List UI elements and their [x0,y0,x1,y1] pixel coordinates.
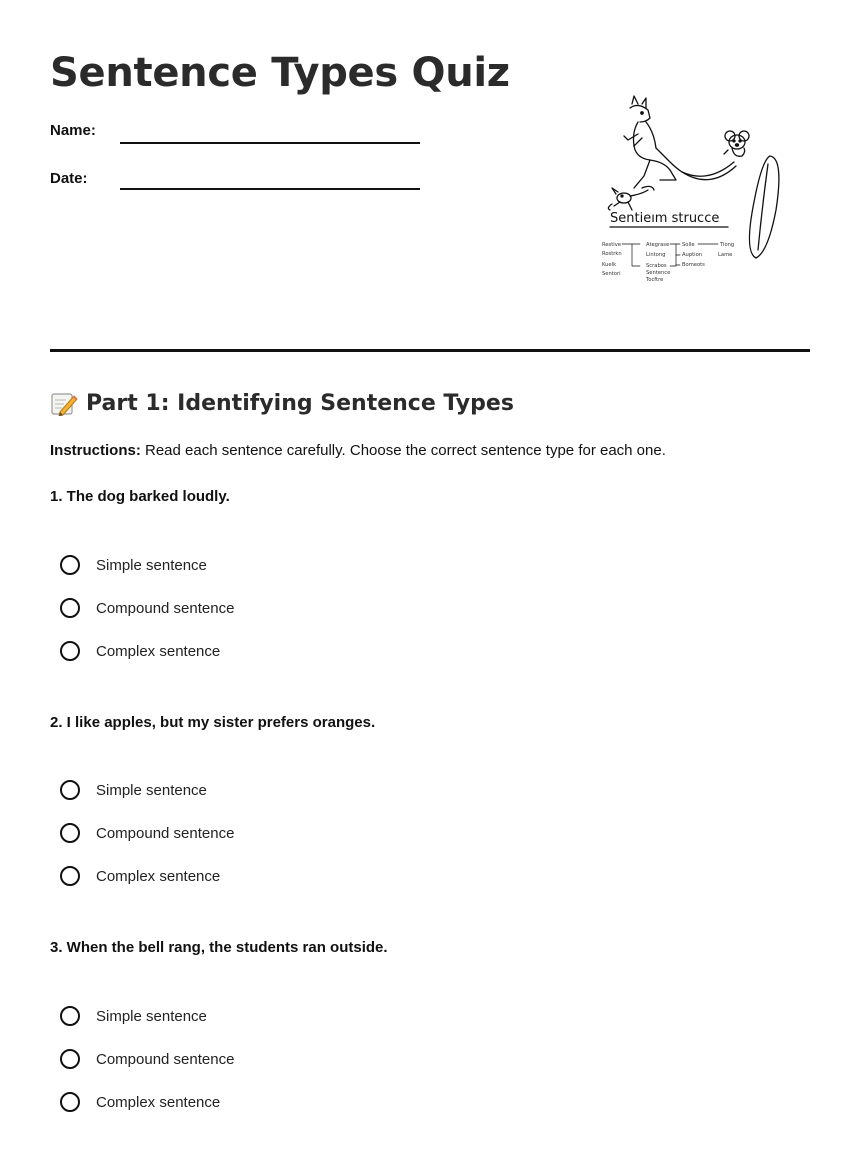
possum-icon [608,186,654,210]
diagram-left-0: Restive [602,242,622,248]
diagram-right-a-2: Bomeots [682,262,705,268]
option-label: Simple sentence [96,556,207,574]
q3-option-compound[interactable] [60,1046,234,1072]
diagram-left-2: Kuelk [602,262,617,268]
date-label: Date: [50,170,88,187]
q3-option-simple[interactable] [60,1003,207,1029]
illustration-caption: Sentieım strucce [610,211,720,226]
kangaroo-icon [624,96,736,188]
date-line[interactable] [120,188,420,190]
name-label: Name: [50,122,96,139]
option-label: Simple sentence [96,1007,207,1025]
kangaroo-illustration [558,92,788,288]
diagram-right-b-0: Tiong [720,242,735,248]
memo-icon [50,390,78,416]
option-label: Compound sentence [96,1050,235,1068]
option-label: Complex sentence [96,867,221,885]
diagram-right-b-1: Lame [718,252,733,258]
diagram-right-a-1: Auption [682,252,703,258]
name-line[interactable] [120,142,420,144]
diagram-mid-4: Tocftre [646,277,664,283]
radio-button[interactable] [60,598,80,618]
q1-option-simple[interactable] [60,552,207,578]
q1-option-compound[interactable] [60,595,234,621]
option-label: Complex sentence [96,1093,221,1111]
diagram-left-3: Sentori [602,271,621,277]
option-label: Complex sentence [96,642,221,660]
q2-option-compound[interactable] [60,820,234,846]
instructions [50,442,666,459]
radio-button[interactable] [60,1092,80,1112]
option-label: Compound sentence [96,824,235,842]
koala-icon [724,131,749,156]
diagram-mid-1: Lintong [646,252,666,258]
section-title-text: Part 1: Identifying Sentence Types [86,390,514,416]
radio-button[interactable] [60,823,80,843]
diagram-left-1: Rostrkn [602,251,622,257]
date-field [50,170,88,187]
q2-option-complex[interactable] [60,863,220,889]
question-3 [50,939,810,1111]
surfboard-icon [749,156,778,258]
quiz-page [50,0,810,1161]
page-title: Sentence Types Quiz [50,50,510,96]
section-title [50,390,514,416]
instructions-label: Instructions: [50,442,141,459]
diagram-right-a-0: Solle [682,242,695,248]
q3-option-complex[interactable] [60,1089,220,1115]
q1-option-complex[interactable] [60,638,220,664]
radio-button[interactable] [60,555,80,575]
option-label: Compound sentence [96,599,235,617]
radio-button[interactable] [60,1006,80,1026]
radio-button[interactable] [60,641,80,661]
radio-button[interactable] [60,1049,80,1069]
option-label: Simple sentence [96,781,207,799]
instructions-text: Read each sentence carefully. Choose the correct sentence type for each one. [140,442,666,459]
question-text: 3. When the bell rang, the students ran outside. [50,939,388,956]
header-divider [50,349,810,352]
radio-button[interactable] [60,866,80,886]
question-text: 1. The dog barked loudly. [50,488,230,505]
diagram-mid-2: Scrabos [646,263,667,269]
diagram-mid-0: Ategrase [646,242,670,248]
question-2 [50,714,810,885]
diagram-mid-3: Sentence [646,270,671,276]
question-text: 2. I like apples, but my sister prefers oranges. [50,714,376,731]
q2-option-simple[interactable] [60,777,207,803]
radio-button[interactable] [60,780,80,800]
name-field [50,122,96,139]
question-1 [50,488,810,660]
